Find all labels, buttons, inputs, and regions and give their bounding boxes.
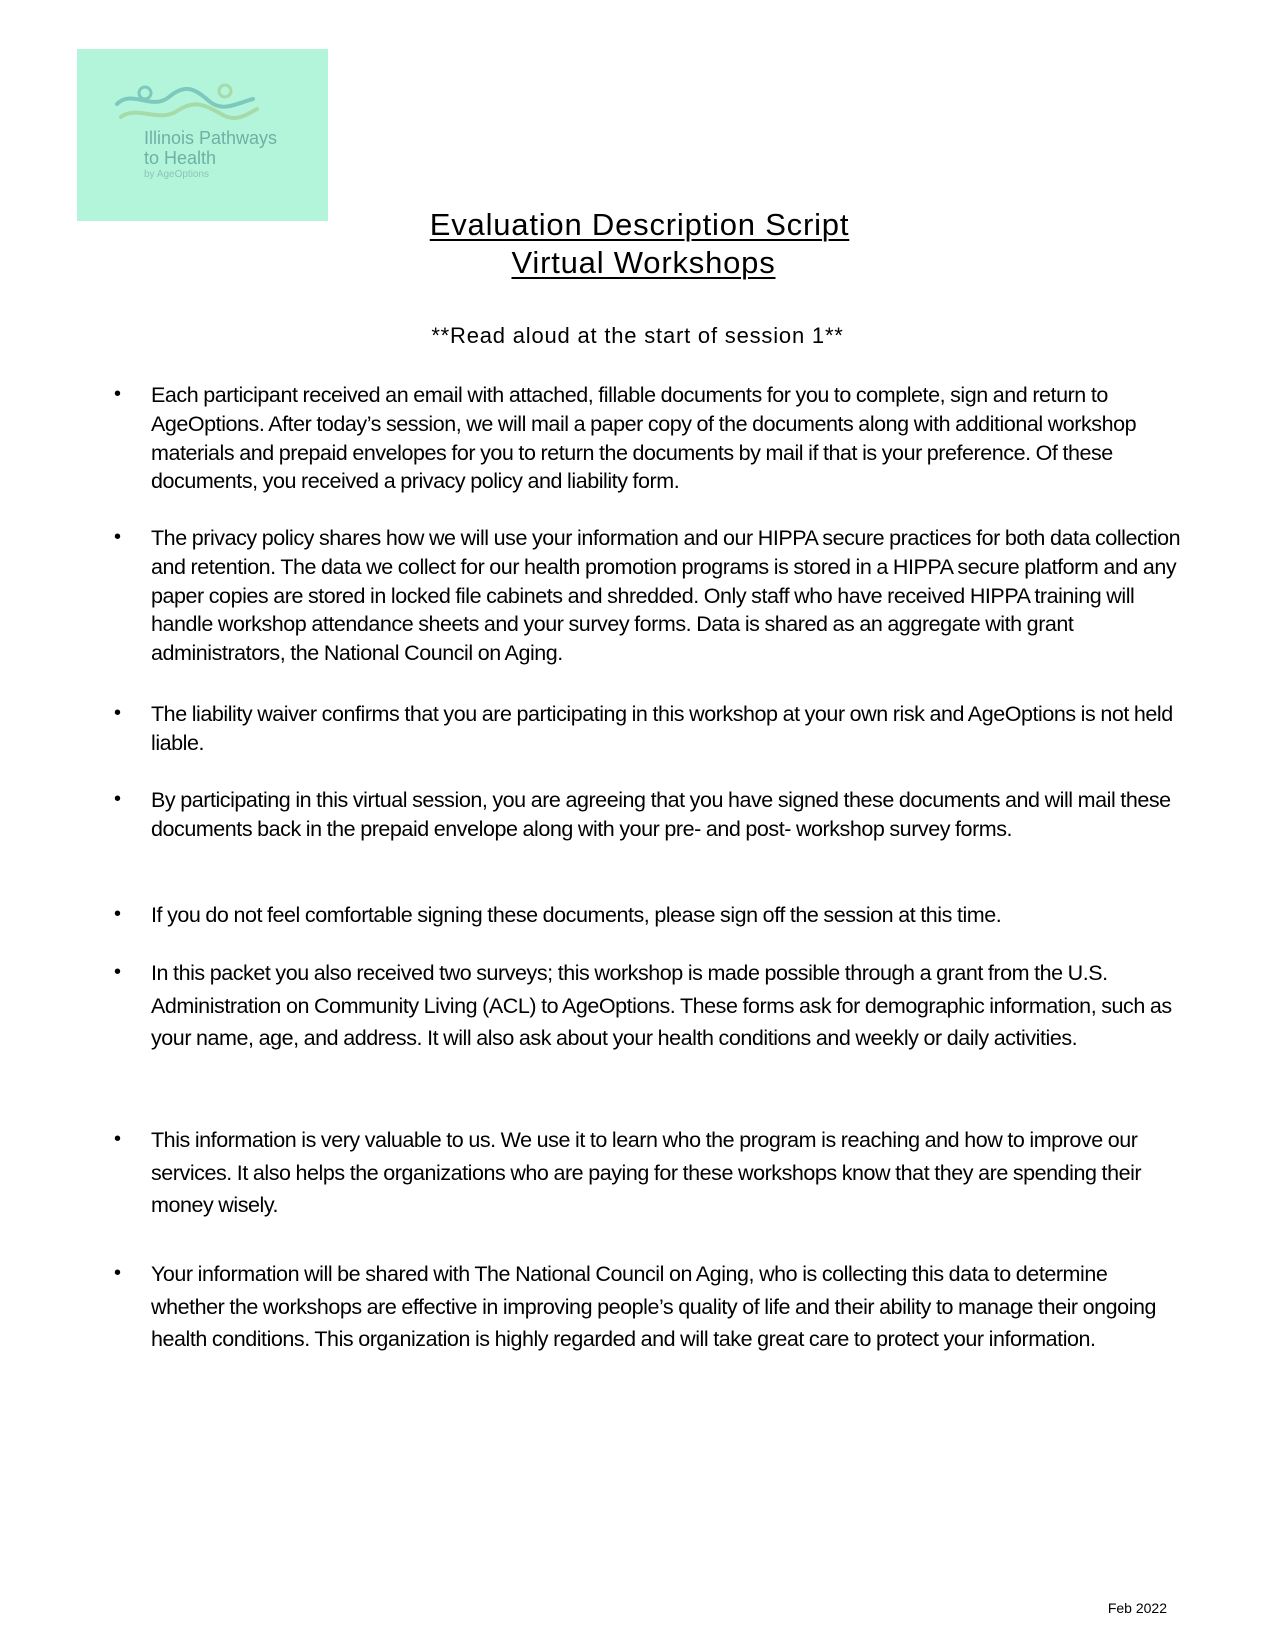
document-title <box>0 206 1275 282</box>
illinois-pathways-logo <box>77 49 328 221</box>
bullet-text: In this packet you also received two surveys; this workshop is made possible through a grant from the U.S. Administration on Community Living (ACL) to AgeOptions. These forms ask for demographic information, such as your name, age, and address. It will also ask about your health conditions and weekly or daily activities. <box>151 961 1172 1050</box>
logo-line-3: by AgeOptions <box>144 169 210 180</box>
logo-line-1: Illinois Pathways <box>144 128 278 148</box>
bullet-icon: • <box>114 383 122 405</box>
bullet-text: The privacy policy shares how we will use your information and our HIPPA secure practices for both data collection and retention. The data we collect for our health promotion programs is stored in a HIPPA secure platform and any paper copies are stored in locked file cabinets and shredded. Only staff who have received HIPPA training will handle workshop attendance sheets and your survey forms. Data is shared as an aggregate with grant administrators, the National Council on Aging. <box>151 526 1181 666</box>
logo-line-2: to Health <box>144 148 217 168</box>
bullet-icon: • <box>114 1262 122 1284</box>
bullet-icon: • <box>114 526 122 548</box>
logo-text <box>144 129 277 180</box>
bullet-icon: • <box>114 903 122 925</box>
bullet-text: This information is very valuable to us. We use it to learn who the program is reaching and how to improve our services. It also helps the organizations who are paying for these workshops know that they are spending their money wisely. <box>151 1128 1142 1217</box>
bullet-icon: • <box>114 961 122 983</box>
bullet-text: If you do not feel comfortable signing these documents, please sign off the session at this time. <box>151 903 1002 927</box>
bullet-text: Your information will be shared with The National Council on Aging, who is collecting this data to determine whether the workshops are effective in improving people’s quality of life and their ability to manage their ongoing health conditions. This organization is highly regarded and will take great care to protect your information. <box>151 1262 1157 1351</box>
bullet-icon: • <box>114 702 122 724</box>
read-aloud-instruction: **Read aloud at the start of session 1** <box>431 323 844 348</box>
bullet-text: Each participant received an email with attached, fillable documents for you to complete, sign and return to AgeOptions. After today’s session, we will mail a paper copy of the documents along with additional workshop materials and prepaid envelopes for you to return the documents by mail if that is your preference. Of these documents, you received a privacy policy and liability form. <box>151 383 1137 494</box>
footer-date: Feb 2022 <box>1107 1600 1167 1616</box>
bullet-icon: • <box>114 1128 122 1150</box>
title-line-1: Evaluation Description Script <box>429 207 850 242</box>
bullet-icon: • <box>114 788 122 810</box>
bullet-text: By participating in this virtual session, you are agreeing that you have signed these documents and will mail these documents back in the prepaid envelope along with your pre- and post- workshop survey forms. <box>151 788 1171 841</box>
title-line-2: Virtual Workshops <box>511 245 776 280</box>
bullet-text: The liability waiver confirms that you are participating in this workshop at your own risk and AgeOptions is not held liable. <box>151 702 1173 755</box>
